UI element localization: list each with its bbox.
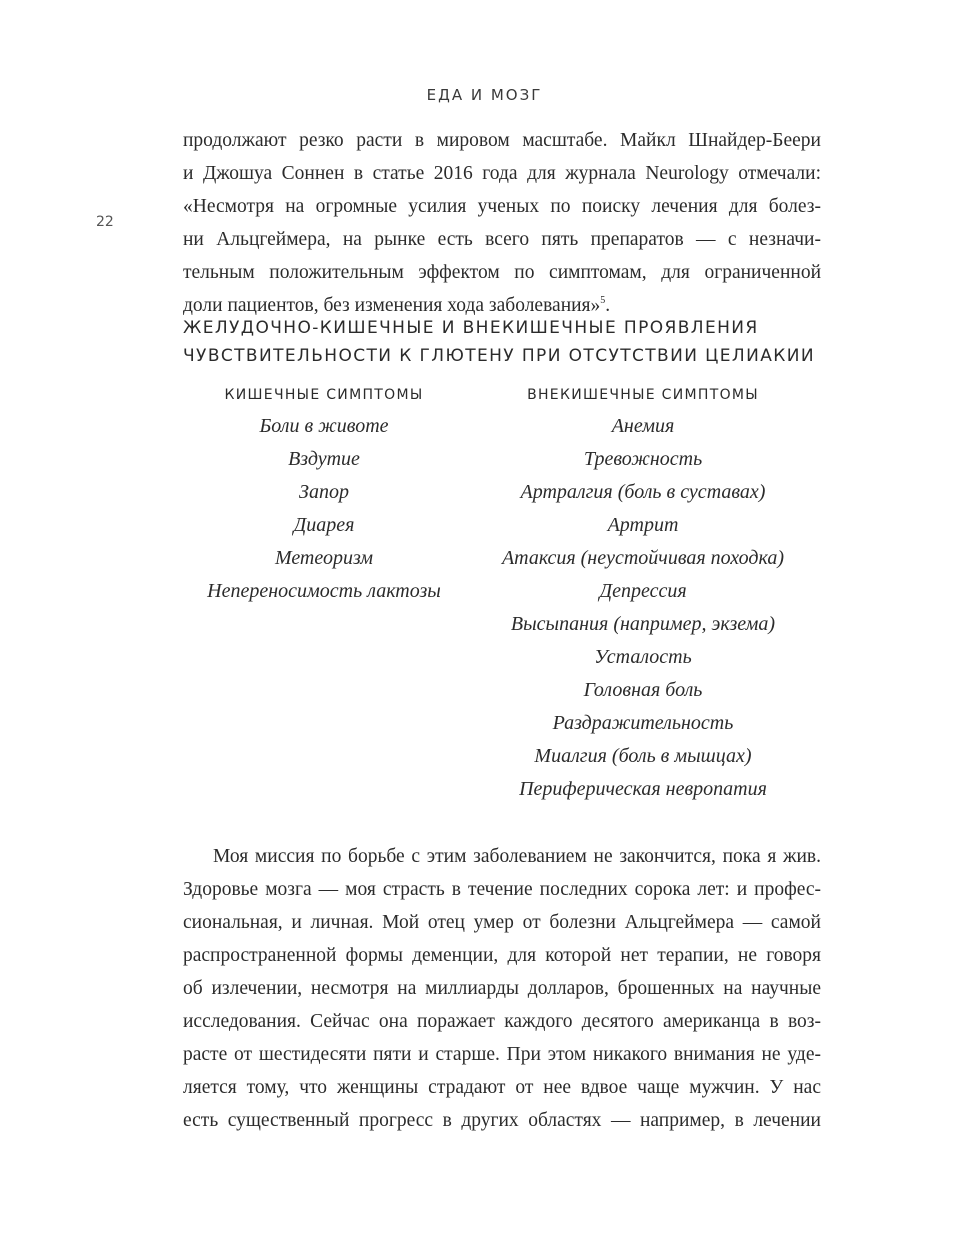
text-line: есть существенный прогресс в других областях — например, в лечении (183, 1110, 821, 1131)
symptom-item: Раздражительность (552, 712, 734, 734)
symptom-item: Вздутие (288, 448, 360, 470)
running-head: ЕДА И МОЗГ (426, 86, 543, 104)
text-line: тельным положительным эффектом по симптомам, для ограниченной (183, 262, 821, 283)
end-punctuation: . (605, 295, 611, 316)
text-line: Здоровье мозга — моя страсть в течение последних сорока лет: и профес- (183, 879, 821, 900)
symptom-item: Головная боль (583, 679, 703, 701)
symptom-item: Тревожность (583, 448, 703, 470)
footnote-reference: 5 (600, 295, 606, 306)
symptom-item: Боли в животе (259, 415, 389, 437)
paragraph-bottom (183, 840, 821, 1137)
text-line: «Несмотря на огромные усилия ученых по поиску лечения для болез- (183, 196, 821, 217)
symptom-item: Диарея (293, 514, 355, 536)
intestinal-symptoms-column (185, 384, 463, 608)
text-line: продолжают резко расти в мировом масштабе. Майкл Шнайдер-Беери (183, 130, 821, 151)
symptom-item: Миалгия (боль в мышцах) (534, 745, 752, 767)
symptom-item: Высыпания (например, экзема) (510, 613, 776, 635)
text-line: расте от шестидесяти пяти и старше. При этом никакого внимания не уде- (183, 1044, 821, 1065)
symptom-item: Депрессия (599, 580, 687, 602)
text-line: об излечении, несмотря на миллиарды долларов, брошенных на научные (183, 978, 821, 999)
symptom-item: Артрит (607, 514, 679, 536)
symptom-item: Атаксия (неустойчивая походка) (501, 547, 785, 569)
text-line: распространенной формы деменции, для которой нет терапии, не говоря (183, 945, 821, 966)
table-title (183, 314, 843, 370)
symptom-item: Запор (299, 481, 349, 503)
paragraph-top (183, 124, 821, 322)
extraintestinal-symptoms-column (478, 384, 808, 806)
table-title-line: ЧУВСТВИТЕЛЬНОСТИ К ГЛЮТЕНУ ПРИ ОТСУТСТВИИ ЦЕЛИАКИИ (183, 346, 815, 366)
text-line: ляется тому, что женщины страдают от нее вдвое чаще мужчин. У нас (183, 1077, 821, 1098)
column-header: КИШЕЧНЫЕ СИМПТОМЫ (224, 387, 424, 403)
page-number: 22 (96, 214, 114, 230)
symptom-item: Непереносимость лактозы (207, 580, 441, 602)
symptom-item: Артралгия (боль в суставах) (520, 481, 766, 503)
text-line: Моя миссия по борьбе с этим заболеванием не закончится, пока я жив. (213, 846, 821, 867)
symptom-item: Усталость (594, 646, 692, 668)
table-title-line: ЖЕЛУДОЧНО-КИШЕЧНЫЕ И ВНЕКИШЕЧНЫЕ ПРОЯВЛЕНИЯ (183, 318, 759, 338)
text-line: ни Альцгеймера, на рынке есть всего пять препаратов — с незначи- (183, 229, 821, 250)
text-line: исследования. Сейчас она поражает каждого десятого американца в воз- (183, 1011, 821, 1032)
text-line: доли пациентов, без изменения хода заболевания» (183, 295, 601, 316)
text-line: и Джошуа Соннен в статье 2016 года для журнала Neurology отмечали: (183, 163, 821, 184)
column-header: ВНЕКИШЕЧНЫЕ СИМПТОМЫ (527, 387, 759, 403)
symptom-item: Периферическая невропатия (519, 778, 767, 800)
symptom-item: Анемия (611, 415, 675, 437)
text-line: сиональная, и личная. Мой отец умер от болезни Альцгеймера — самой (183, 912, 821, 933)
symptom-item: Метеоризм (274, 547, 374, 569)
